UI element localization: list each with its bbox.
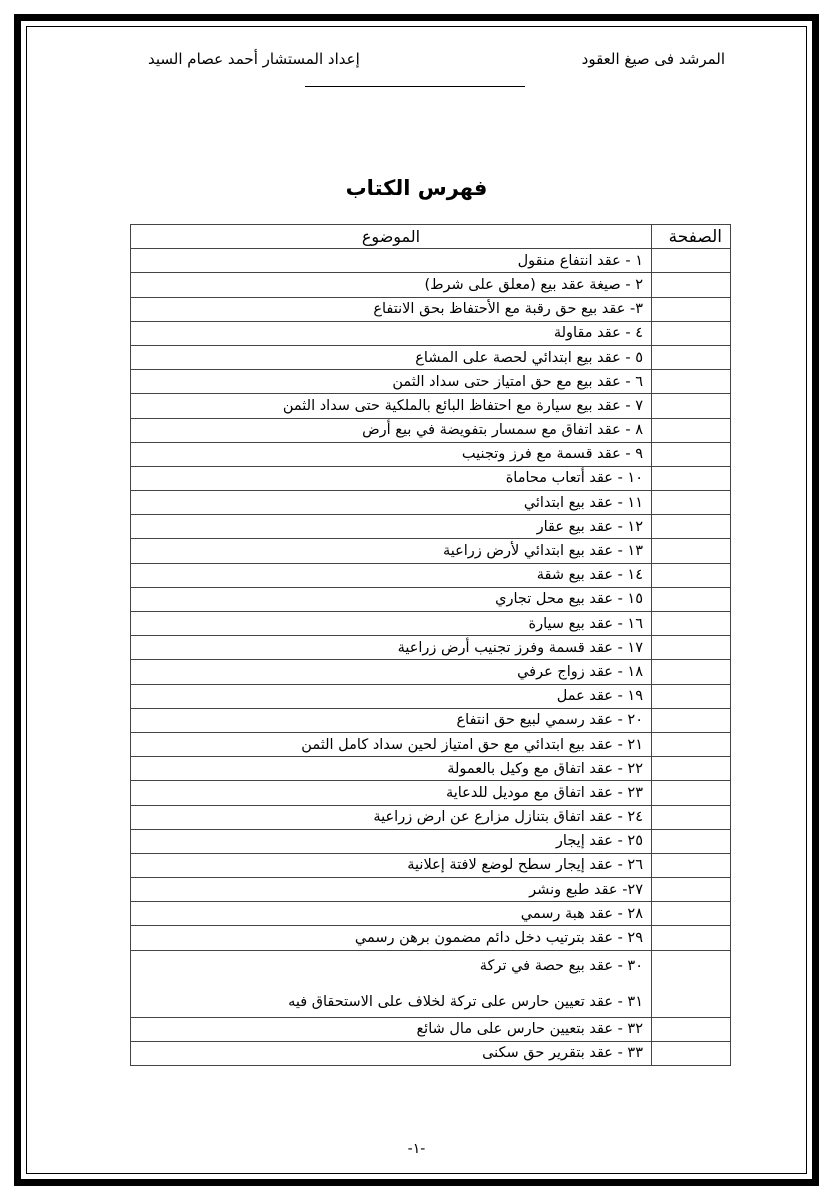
page-cell: [652, 781, 731, 805]
author-credit: إعداد المستشار أحمد عصام السيد: [148, 50, 360, 68]
subject-cell: ٢٦ - عقد إيجار سطح لوضع لافتة إعلانية: [131, 853, 652, 877]
page-cell: [652, 805, 731, 829]
table-row: [131, 345, 731, 369]
page-cell: [652, 249, 731, 273]
subject-cell: ٢٨ - عقد هبة رسمي: [131, 902, 652, 926]
table-row: [131, 612, 731, 636]
subject-cell: ٢٤ - عقد اتفاق بتنازل مزارع عن ارض زراعية: [131, 805, 652, 829]
table-row: [131, 684, 731, 708]
table-row: [131, 781, 731, 805]
page-cell: [652, 321, 731, 345]
page-cell: [652, 370, 731, 394]
subject-cell: ٢٣ - عقد اتفاق مع موديل للدعاية: [131, 781, 652, 805]
column-header-subject: الموضوع: [131, 225, 652, 249]
subject-cell: ١١ - عقد بيع ابتدائي: [131, 491, 652, 515]
page-cell: [652, 587, 731, 611]
subject-cell: [131, 950, 652, 1017]
page-cell: [652, 684, 731, 708]
table-row: [131, 926, 731, 950]
page-cell: [652, 950, 731, 1017]
subject-cell: ١٨ - عقد زواج عرفي: [131, 660, 652, 684]
page-cell: [652, 273, 731, 297]
subject-cell: ٢٧- عقد طبع ونشر: [131, 878, 652, 902]
page-cell: [652, 297, 731, 321]
subject-cell: ١٦ - عقد بيع سيارة: [131, 612, 652, 636]
subject-cell: ١٣ - عقد بيع ابتدائي لأرض زراعية: [131, 539, 652, 563]
subject-cell: ٥ - عقد بيع ابتدائي لحصة على المشاع: [131, 345, 652, 369]
table-row: [131, 660, 731, 684]
subject-cell: ٧ - عقد بيع سيارة مع احتفاظ البائع بالملكية حتى سداد الثمن: [131, 394, 652, 418]
table-row: [131, 950, 731, 1017]
table-row: [131, 587, 731, 611]
page-cell: [652, 660, 731, 684]
table-row: [131, 1041, 731, 1065]
page-cell: [652, 902, 731, 926]
page-cell: [652, 442, 731, 466]
table-row: [131, 418, 731, 442]
subject-cell: ١٩ - عقد عمل: [131, 684, 652, 708]
page-cell: [652, 418, 731, 442]
page-cell: [652, 612, 731, 636]
table-row: [131, 491, 731, 515]
subject-cell: ٢٥ - عقد إيجار: [131, 829, 652, 853]
subject-line: ٣١ - عقد تعيين حارس على تركة لخلاف على الاستحقاق فيه: [288, 993, 643, 1010]
page-cell: [652, 345, 731, 369]
table-row: [131, 273, 731, 297]
subject-cell: ١٥ - عقد بيع محل تجاري: [131, 587, 652, 611]
page-cell: [652, 515, 731, 539]
table-header-row: [131, 225, 731, 249]
table-row: [131, 732, 731, 756]
page-cell: [652, 394, 731, 418]
table-row: [131, 563, 731, 587]
subject-cell: ٨ - عقد اتفاق مع سمسار بتفويضة في بيع أرض: [131, 418, 652, 442]
subject-cell: ١٠ - عقد أتعاب محاماة: [131, 466, 652, 490]
book-title: المرشد فى صيغ العقود: [581, 50, 725, 68]
table-row: [131, 805, 731, 829]
subject-cell: ٣٣ - عقد بتقرير حق سكنى: [131, 1041, 652, 1065]
page-cell: [652, 636, 731, 660]
page-cell: [652, 926, 731, 950]
page-cell: [652, 1041, 731, 1065]
table-row: [131, 902, 731, 926]
page-cell: [652, 491, 731, 515]
subject-cell: ٣٢ - عقد بتعيين حارس على مال شائع: [131, 1017, 652, 1041]
page-cell: [652, 466, 731, 490]
page-cell: [652, 732, 731, 756]
table-row: [131, 1017, 731, 1041]
table-row: [131, 539, 731, 563]
table-row: [131, 321, 731, 345]
subject-cell: ٢٠ - عقد رسمي لبيع حق انتفاع: [131, 708, 652, 732]
subject-line: ٣٠ - عقد بيع حصة في تركة: [479, 957, 643, 974]
table-row: [131, 829, 731, 853]
page-cell: [652, 829, 731, 853]
page-number: -١-: [407, 1141, 426, 1157]
page-title: فهرس الكتاب: [345, 176, 488, 200]
table-row: [131, 297, 731, 321]
page-cell: [652, 757, 731, 781]
subject-cell: ١ - عقد انتفاع منقول: [131, 249, 652, 273]
page-cell: [652, 563, 731, 587]
page-cell: [652, 853, 731, 877]
subject-cell: ٢٢ - عقد اتفاق مع وكيل بالعمولة: [131, 757, 652, 781]
subject-cell: ٦ - عقد بيع مع حق امتياز حتى سداد الثمن: [131, 370, 652, 394]
table-row: [131, 708, 731, 732]
subject-cell: ١٢ - عقد بيع عقار: [131, 515, 652, 539]
table-row: [131, 636, 731, 660]
table-row: [131, 370, 731, 394]
table-row: [131, 249, 731, 273]
subject-cell: ٤ - عقد مقاولة: [131, 321, 652, 345]
subject-cell: ١٤ - عقد بيع شقة: [131, 563, 652, 587]
table-row: [131, 878, 731, 902]
page-cell: [652, 539, 731, 563]
table-row: [131, 442, 731, 466]
table-row: [131, 394, 731, 418]
table-row: [131, 466, 731, 490]
table-row: [131, 757, 731, 781]
subject-cell: ٣- عقد بيع حق رقبة مع الأحتفاظ بحق الانتفاع: [131, 297, 652, 321]
subject-cell: ٢١ - عقد بيع ابتدائي مع حق امتياز لحين سداد كامل الثمن: [131, 732, 652, 756]
subject-cell: ٢٩ - عقد بترتيب دخل دائم مضمون برهن رسمي: [131, 926, 652, 950]
page-cell: [652, 708, 731, 732]
subject-cell: ٢ - صيغة عقد بيع (معلق على شرط): [131, 273, 652, 297]
index-table: [130, 224, 731, 1066]
subject-cell: ٩ - عقد قسمة مع فرز وتجنيب: [131, 442, 652, 466]
header-divider: [305, 86, 525, 87]
page-cell: [652, 878, 731, 902]
table-row: [131, 853, 731, 877]
page-cell: [652, 1017, 731, 1041]
column-header-page: الصفحة: [652, 225, 731, 249]
subject-cell: ١٧ - عقد قسمة وفرز تجنيب أرض زراعية: [131, 636, 652, 660]
table-row: [131, 515, 731, 539]
